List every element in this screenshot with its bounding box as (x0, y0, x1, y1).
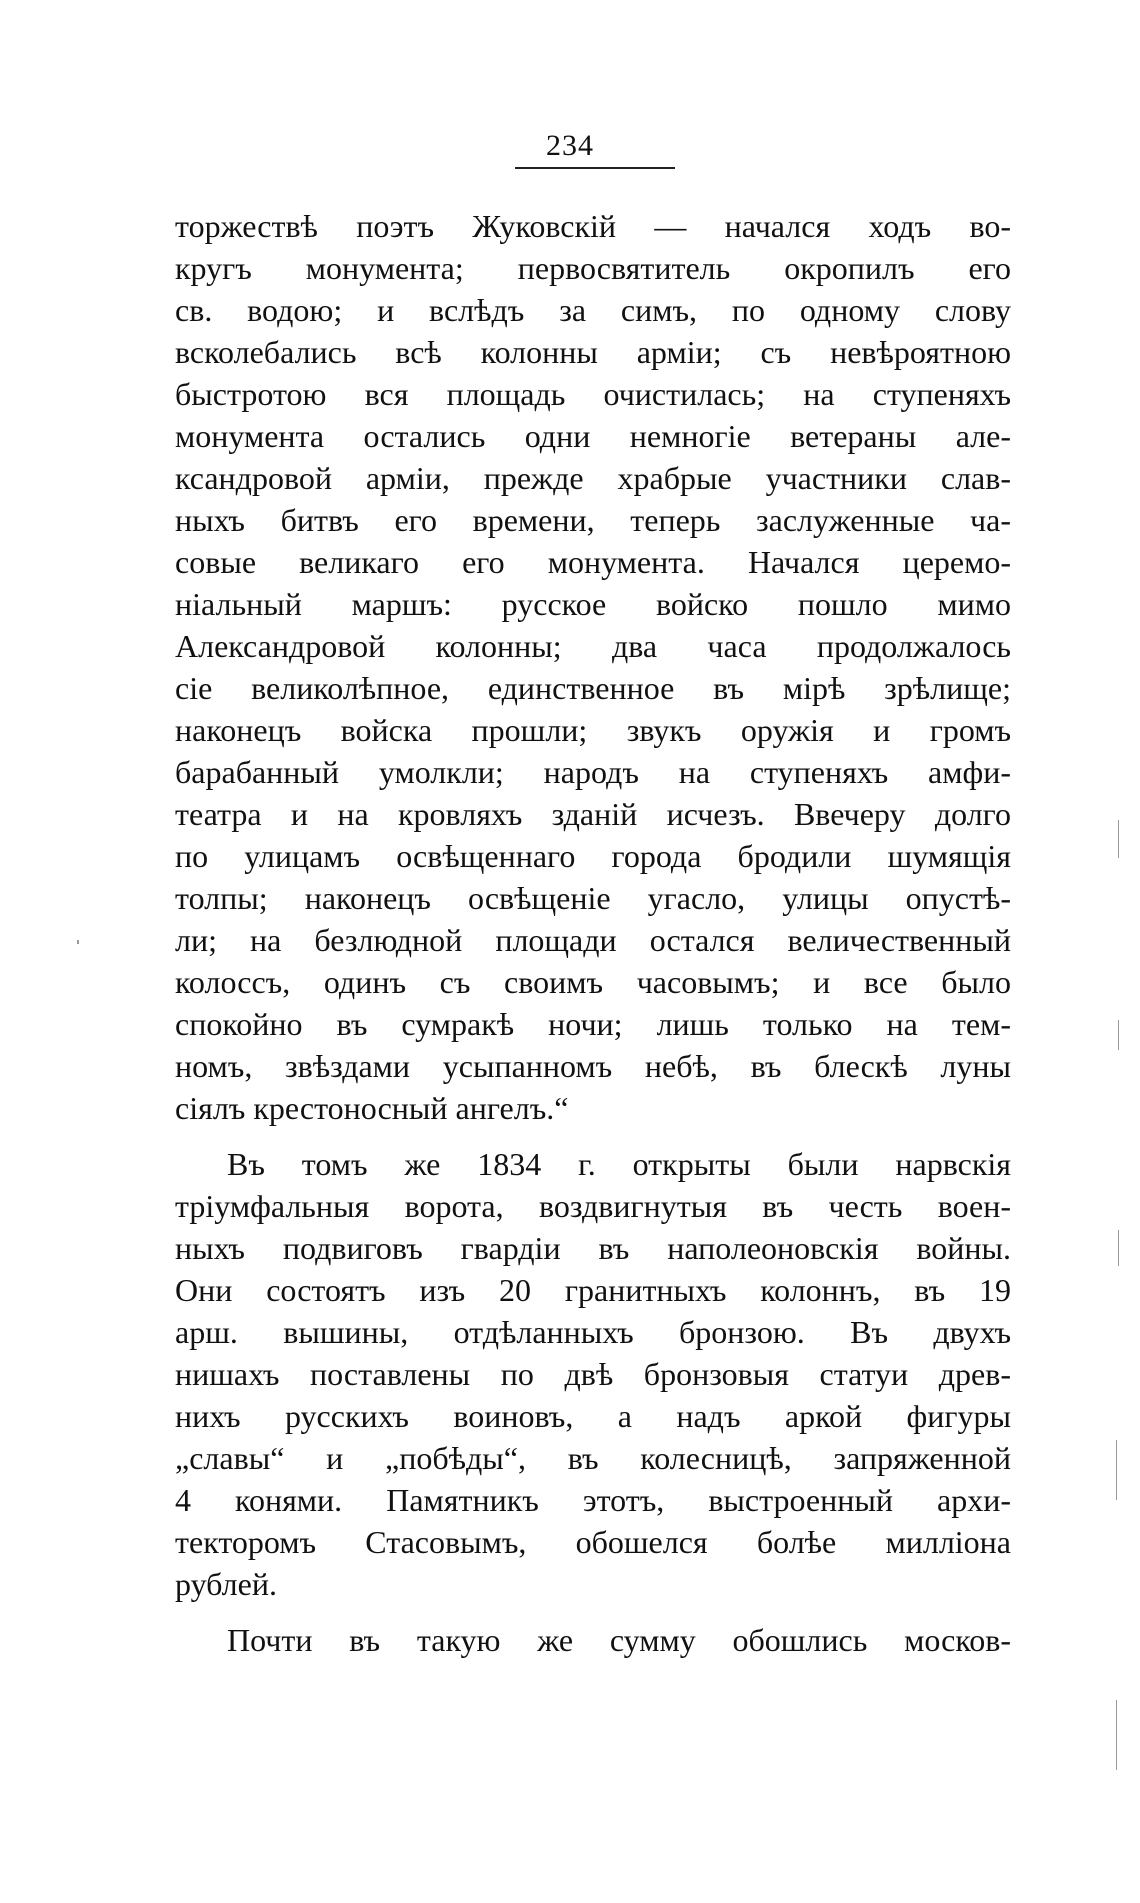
text-line: ныхъ подвиговъ гвардіи въ наполеоновскія войны. (175, 1230, 1011, 1266)
text-line: толпы; наконецъ освѣщеніе угасло, улицы опустѣ- (175, 880, 1011, 916)
text-line: совые великаго его монумента. Начался церемо- (175, 544, 1011, 580)
text-line: номъ, звѣздами усыпанномъ небѣ, въ блескѣ луны (175, 1048, 1011, 1084)
text-line: рублей. (175, 1566, 277, 1602)
text-line: по улицамъ освѣщеннаго города бродили шумящія (175, 838, 1011, 874)
text-line: текторомъ Стасовымъ, обошелся болѣе милліона (175, 1524, 1011, 1560)
text-line: торжествѣ поэтъ Жуковскій — начался ходъ во- (175, 208, 1011, 244)
text-line: барабанный умолкли; народъ на ступеняхъ амфи- (175, 754, 1011, 790)
text-line: ніальный маршъ: русское войско пошло мимо (175, 586, 1011, 622)
text-line: театра и на кровляхъ зданій исчезъ. Ввечеру долго (175, 796, 1011, 832)
scan-artifact (1118, 1230, 1119, 1266)
text-line: св. водою; и вслѣдъ за симъ, по одному слову (175, 292, 1011, 328)
scan-artifact (1118, 1020, 1119, 1050)
text-line: быстротою вся площадь очистилась; на ступеняхъ (175, 376, 1011, 412)
paragraph-3 (175, 1619, 1011, 1661)
text-line: всколебались всѣ колонны арміи; съ невѣроятною (175, 334, 1011, 370)
scan-artifact (1116, 1700, 1117, 1770)
body-text (175, 205, 1011, 1661)
text-line: Почти въ такую же сумму обошлись москов- (227, 1622, 1011, 1658)
text-line: „славы“ и „побѣды“, въ колесницѣ, запряженной (175, 1440, 1011, 1476)
paragraph-1 (175, 205, 1011, 1129)
page-number: 234 (546, 129, 594, 162)
text-line: сіе великолѣпное, единственное въ мірѣ зрѣлище; (175, 670, 1011, 706)
paragraph-gap (175, 1605, 1011, 1619)
scan-artifact (77, 940, 79, 944)
text-line: арш. вышины, отдѣланныхъ бронзою. Въ двухъ (175, 1314, 1011, 1350)
text-line: ныхъ битвъ его времени, теперь заслуженные ча- (175, 502, 1011, 538)
scan-artifact (1116, 1440, 1117, 1500)
text-line: наконецъ войска прошли; звукъ оружія и громъ (175, 712, 1011, 748)
text-line: спокойно въ сумракѣ ночи; лишь только на тем- (175, 1006, 1011, 1042)
text-line: колоссъ, одинъ съ своимъ часовымъ; и все было (175, 964, 1011, 1000)
scan-artifact (1118, 820, 1119, 858)
text-line: ли; на безлюдной площади остался величественный (175, 922, 1011, 958)
text-line: кругъ монумента; первосвятитель окропилъ его (175, 250, 1011, 286)
text-line: ксандровой арміи, прежде храбрые участники слав- (175, 460, 1011, 496)
paragraph-2 (175, 1143, 1011, 1605)
text-line: сіялъ крестоносный ангелъ.“ (175, 1090, 569, 1126)
text-line: Они состоятъ изъ 20 гранитныхъ колоннъ, въ 19 (175, 1272, 1011, 1308)
page-number-rule (515, 167, 675, 169)
text-line: Александровой колонны; два часа продолжалось (175, 628, 1011, 664)
text-line: монумента остались одни немногіе ветераны але- (175, 418, 1011, 454)
text-line: нишахъ поставлены по двѣ бронзовыя статуи древ- (175, 1356, 1011, 1392)
text-line: нихъ русскихъ воиновъ, а надъ аркой фигуры (175, 1398, 1011, 1434)
text-line: тріумфальныя ворота, воздвигнутыя въ честь воен- (175, 1188, 1011, 1224)
paragraph-gap (175, 1129, 1011, 1143)
text-line: 4 конями. Памятникъ этотъ, выстроенный архи- (175, 1482, 1011, 1518)
text-line: Въ томъ же 1834 г. открыты были нарвскія (227, 1146, 1011, 1182)
